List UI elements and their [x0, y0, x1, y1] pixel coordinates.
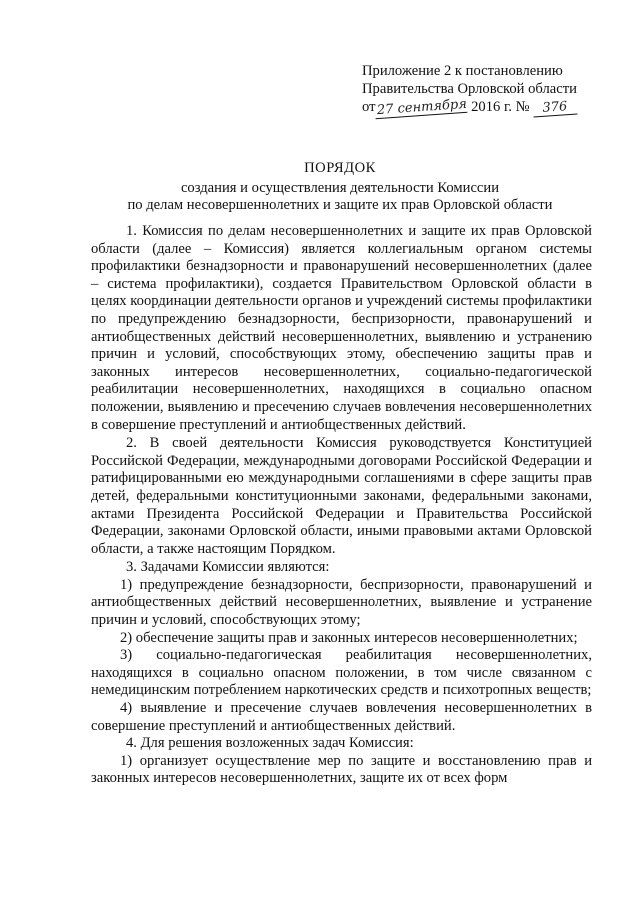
paragraph-3: 3. Задачами Комиссии являются:	[126, 559, 330, 576]
paragraph-3-item-2: 2) обеспечение защиты прав и законных интересов несовершеннолетних;	[120, 629, 578, 646]
handwritten-date: 27 сентября	[376, 96, 468, 119]
paragraph-3-item-4: 4) выявление и пресечение случаев вовлечения несовершеннолетних в совершение преступлений и антиобщественных действий.	[91, 700, 592, 734]
paragraph-4: 4. Для решения возложенных задач Комиссия:	[126, 735, 414, 752]
handwritten-number: 376	[533, 99, 578, 117]
document-body	[91, 223, 592, 788]
title-line-1: ПОРЯДОК	[304, 160, 376, 176]
document-title	[90, 160, 590, 215]
year-and-number-label: 2016 г. №	[467, 99, 534, 115]
paragraph-3-item-3: 3) социально-педагогическая реабилитация несовершеннолетних, находящихся в социально опасном положении, в том числе связанном с немедицинским потреблением наркотических средств и психотропных веществ;	[91, 647, 592, 699]
annex-line-1: Приложение 2 к постановлению	[362, 63, 563, 79]
annex-header	[362, 62, 612, 119]
paragraph-2: 2. В своей деятельности Комиссия руководствуется Конституцией Российской Федерации, международными договорами Российской Федерации и ратифицированными ею международными соглашениями в сфере защиты прав детей, федеральными конституционными законами, федеральными законами, актами Президента Российской Федерации и Правительства Российской Федерации, законами Орловской области, иными правовыми актами Орловской области, а также настоящим Порядком.	[91, 435, 592, 557]
annex-line-2: Правительства Орловской области	[362, 81, 577, 97]
date-prefix: от	[362, 99, 376, 115]
paragraph-4-item-1: 1) организует осуществление мер по защите и восстановлению прав и законных интересов несовершеннолетних, защите их от всех форм	[91, 752, 592, 787]
paragraph-1: 1. Комиссия по делам несовершеннолетних и защите их прав Орловской области (далее – Комиссия) является коллегиальным органом системы профилактики безнадзорности и правонарушений несовершеннолетних (далее – система профилактики), создается Правительством Орловской области в целях координации деятельности органов и учреждений системы профилактики по предупреждению безнадзорности, беспризорности, правонарушений и антиобщественных действий несовершеннолетних, выявлению и устранению причин и условий, способствующих этому, обеспечению защиты прав и законных интересов несовершеннолетних, социально-педагогической реабилитации несовершеннолетних, находящихся в социально опасном положении, выявлению и пресечению случаев вовлечения несовершеннолетних в совершение преступлений и антиобщественных действий.	[91, 223, 592, 433]
paragraph-3-item-1: 1) предупреждение безнадзорности, беспризорности, правонарушений и антиобщественных действий несовершеннолетних, выявление и устранение причин и условий, способствующих этому;	[91, 576, 592, 629]
annex-line-3	[362, 96, 612, 119]
title-line-2: создания и осуществления деятельности Комиссии	[180, 179, 500, 196]
title-line-3: по делам несовершеннолетних и защите их прав Орловской области	[127, 197, 553, 213]
